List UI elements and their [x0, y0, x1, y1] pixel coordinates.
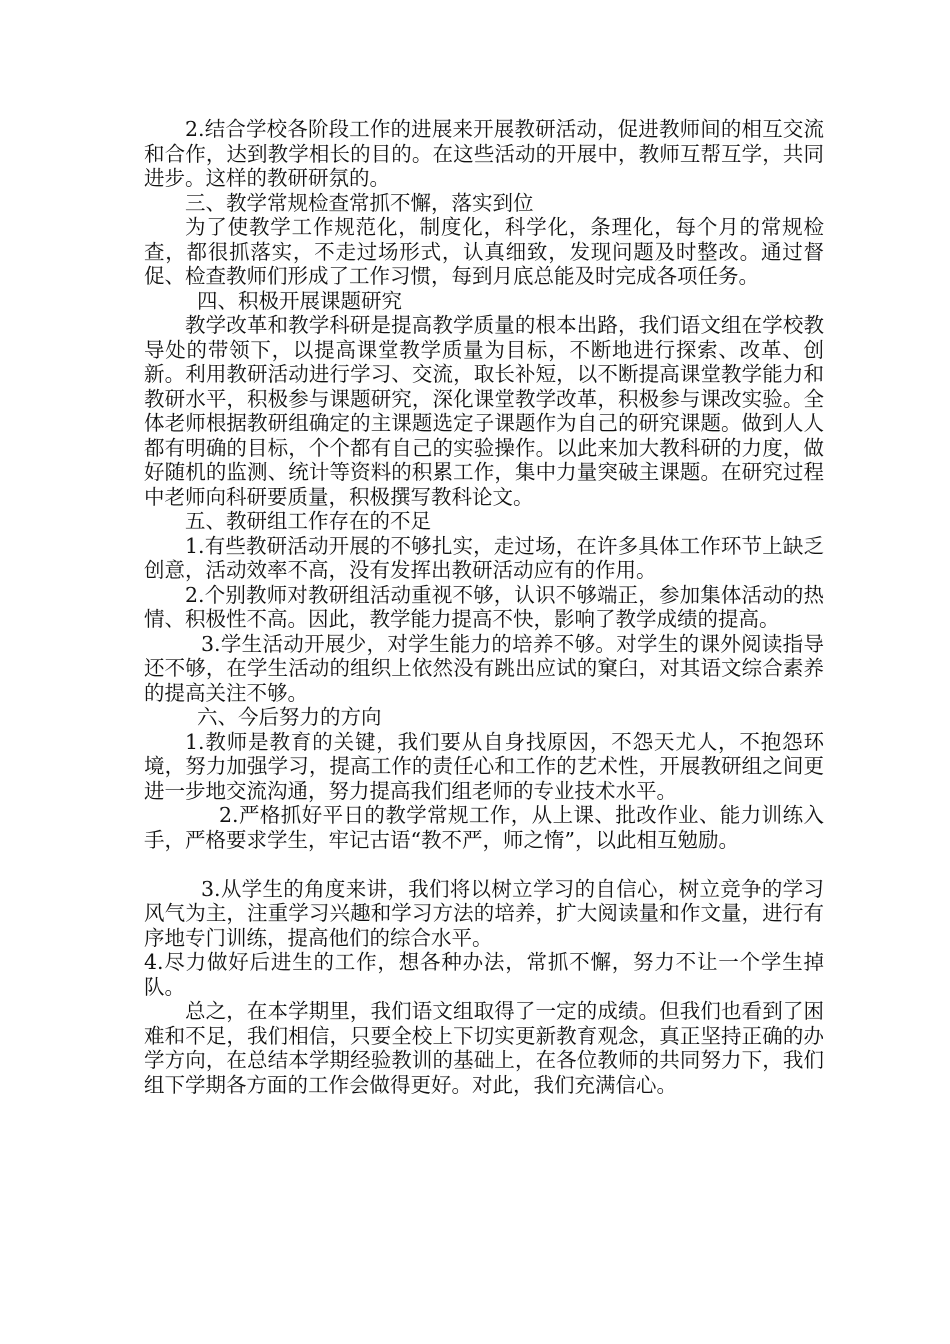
paragraph-item-2: 2.结合学校各阶段工作的进展来开展教研活动，促进教师间的相互交流和合作，达到教学相长的目的。在这些活动的开展中，教师互帮互学，共同进步。这样的教研研氛的。 [144, 117, 824, 190]
document-page [144, 117, 824, 1097]
paragraph-research: 教学改革和教学科研是提高教学质量的根本出路，我们语文组在学校教导处的带领下，以提高课堂教学质量为目标，不断地进行探索、改革、创新。利用教研活动进行学习、交流，取长补短，以不断提高课堂教学能力和教研水平，积极参与课题研究，深化课堂教学改革，积极参与课改实验。全体老师根据教研组确定的主课题选定子课题作为自己的研究课题。做到人人都有明确的目标，个个都有自己的实验操作。以此来加大教科研的力度，做好随机的监测、统计等资料的积累工作，集中力量突破主课题。在研究过程中老师向科研要质量，积极撰写教科论文。 [144, 313, 824, 509]
blank-line [144, 852, 824, 877]
paragraph-shortcoming-1: 1.有些教研活动开展的不够扎实，走过场，在许多具体工作环节上缺乏创意，活动效率不高，没有发挥出教研活动应有的作用。 [144, 533, 824, 582]
section-heading-6: 六、今后努力的方向 [197, 705, 382, 729]
paragraph-shortcoming-3: 3.学生活动开展少，对学生能力的培养不够。对学生的课外阅读指导还不够，在学生活动的组织上依然没有跳出应试的窠臼，对其语文综合素养的提高关注不够。 [144, 631, 824, 705]
paragraph-direction-3: 3.从学生的角度来讲，我们将以树立学习的自信心，树立竞争的学习风气为主，注重学习兴趣和学习方法的培养，扩大阅读量和作文量，进行有序地专门训练，提高他们的综合水平。 [144, 876, 824, 950]
section-heading-5: 五、教研组工作存在的不足 [185, 509, 431, 533]
paragraph-shortcoming-2: 2.个别教师对教研组活动重视不够，认识不够端正，参加集体活动的热情、积极性不高。因此，教学能力提高不快，影响了教学成绩的提高。 [144, 582, 824, 631]
paragraph-routine-check: 为了使教学工作规范化，制度化，科学化，条理化，每个月的常规检查，都很抓落实，不走过场形式，认真细致，发现问题及时整改。通过督促、检查教师们形成了工作习惯，每到月底总能及时完成各项任务。 [144, 215, 824, 288]
paragraph-direction-2: 2.严格抓好平日的教学常规工作，从上课、批改作业、能力训练入手，严格要求学生，牢记古语“教不严，师之惰”，以此相互勉励。 [144, 803, 824, 852]
paragraph-conclusion: 总之，在本学期里，我们语文组取得了一定的成绩。但我们也看到了困难和不足，我们相信，只要全校上下切实更新教育观念，真正坚持正确的办学方向，在总结本学期经验教训的基础上，在各位教师的共同努力下，我们组下学期各方面的工作会做得更好。对此，我们充满信心。 [144, 999, 824, 1097]
section-heading-4: 四、积极开展课题研究 [197, 288, 402, 313]
paragraph-direction-4: 4.尽力做好后进生的工作，想各种办法，常抓不懈，努力不让一个学生掉队。 [144, 950, 824, 999]
paragraph-direction-1: 1.教师是教育的关键，我们要从自身找原因，不怨天尤人，不抱怨环境，努力加强学习，提高工作的责任心和工作的艺术性，开展教研组之间更进一步地交流沟通，努力提高我们组老师的专业技术水平。 [144, 729, 824, 803]
section-heading-3: 三、教学常规检查常抓不懈，落实到位 [185, 190, 534, 215]
